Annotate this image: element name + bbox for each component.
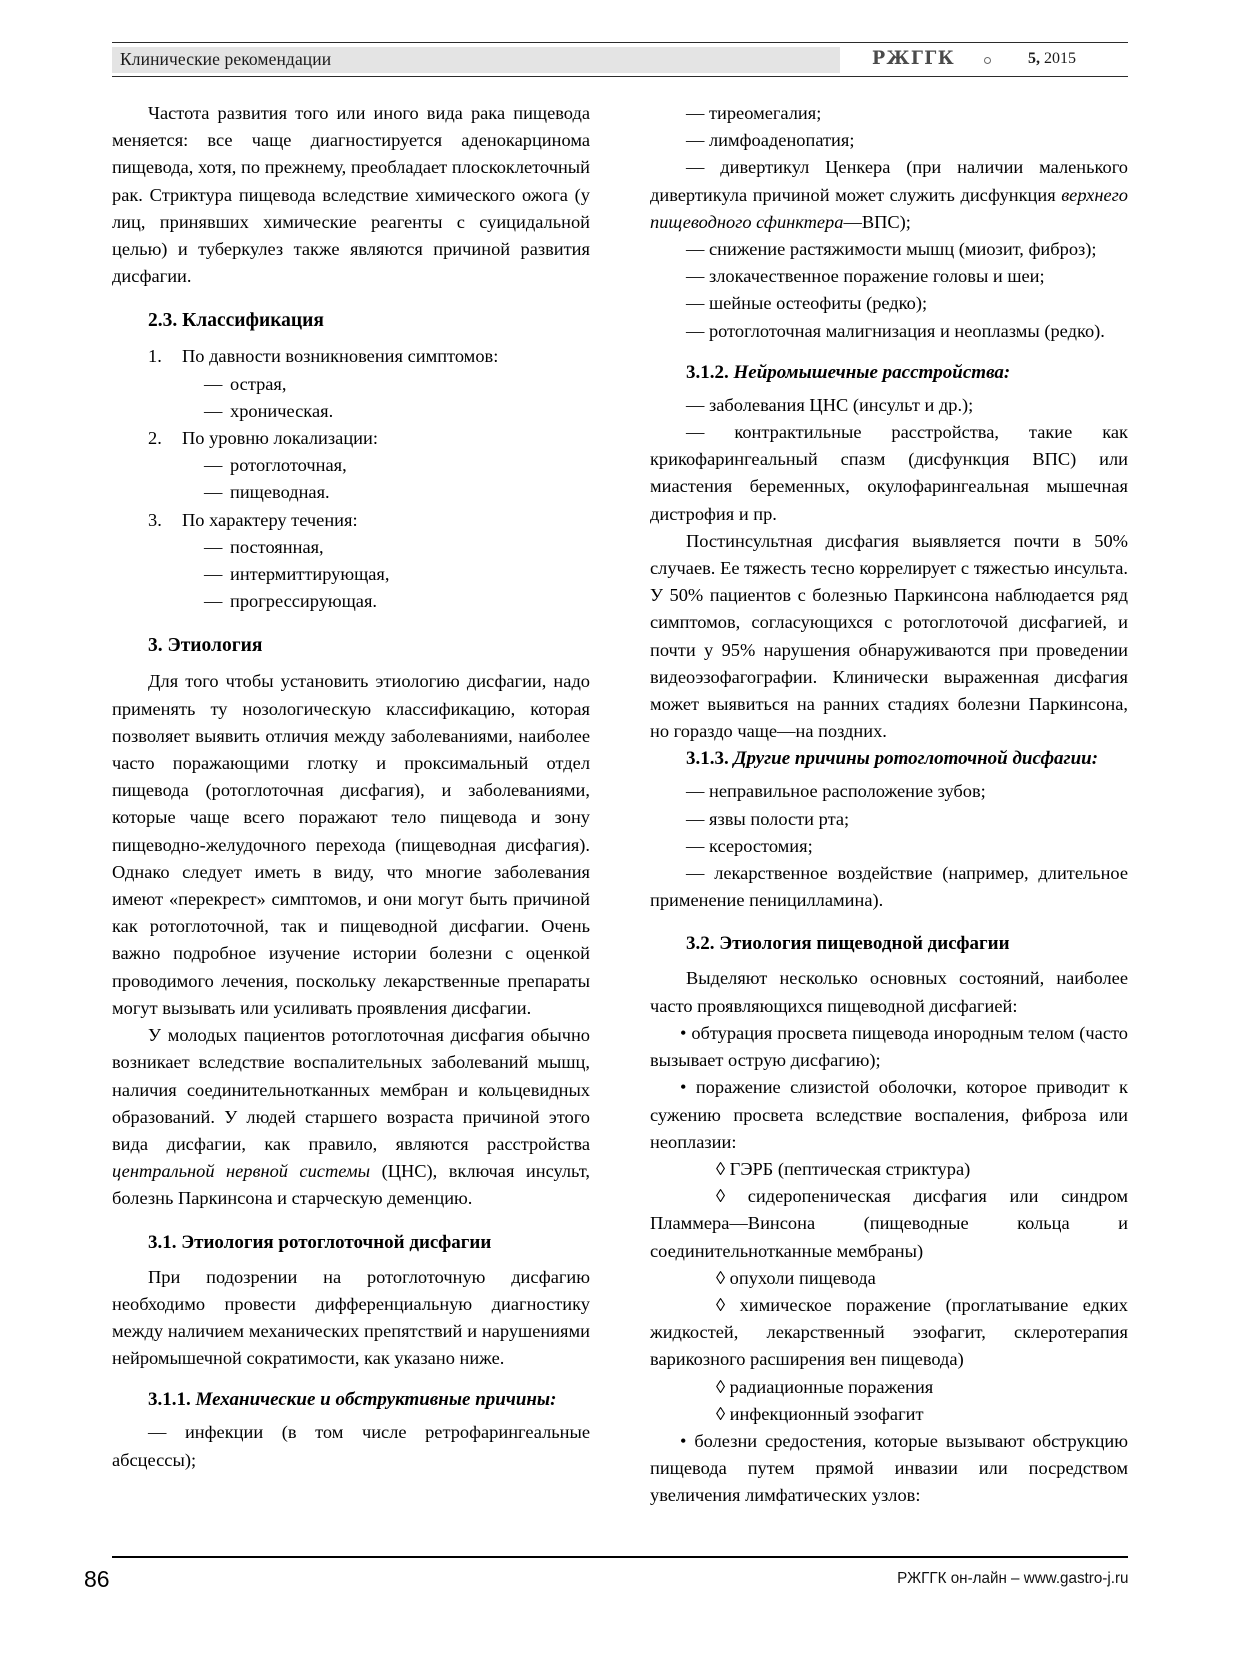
etiology-p2-emphasis: центральной нервной системы [112, 1161, 371, 1182]
sub-list [182, 534, 590, 616]
heading-3-1-2-label: Нейромышечные расстройства: [733, 361, 1011, 383]
intro-paragraph: Частота развития того или иного вида рака пищевода меняется: все чаще диагностируется аденокарцинома пищевода, хотя, по прежнему, преобладает плоскоклеточный рак. Стриктура пищевода вследствие химического ожога (у лиц, принявших химические реагенты с суицидальной целью) и туберкулез также являются причиной развития дисфагии. [112, 103, 590, 287]
page-footer [84, 1556, 1128, 1598]
page-number: 86 [84, 1565, 110, 1592]
mechanical-cause-item: — шейные остеофиты (редко); [686, 293, 928, 314]
zenker-emphasis: верхнего пищеводного сфинктера [650, 184, 1128, 232]
section-3-2-paragraph: Выделяют несколько основных состояний, наиболее часто проявляющихся пищеводной дисфагией: [650, 968, 1128, 1016]
section-3-1-paragraph: При подозрении на ротоглоточную дисфагию необходимо провести дифференциальную диагностику между наличием механических препятствий и нарушениями нейромышечной сократимости, как указано ниже. [112, 1266, 590, 1369]
heading-2-3: 2.3. Классификация [148, 310, 324, 332]
esophageal-bullet-item: • поражение слизистой оболочки, которое приводит к сужению просвета вследствие воспаления, фиброза или неоплазии: [650, 1077, 1128, 1152]
footer-website-link[interactable]: РЖГГК он-лайн – www.gastro-j.ru [896, 1569, 1128, 1587]
header-top-rule [112, 42, 1128, 43]
list-item [204, 398, 590, 425]
header-band [112, 47, 1128, 73]
heading-3-1-3-label: Другие причины ротоглоточной дисфагии: [733, 748, 1099, 770]
header-title: Клинические рекомендации [120, 49, 332, 69]
sub-list [182, 371, 590, 425]
list-item-label: постоянная, [230, 536, 324, 557]
list-item-label: По уровню локализации: [182, 428, 378, 449]
list-item-label: По давности возникновения симптомов: [182, 346, 499, 367]
mechanical-cause-item: — инфекции (в том числе ретрофарингеальные абсцессы); [112, 1422, 590, 1470]
list-item [204, 561, 590, 588]
list-item-label: интермиттирующая, [230, 564, 390, 585]
classification-list [112, 343, 590, 615]
poststroke-paragraph: Постинсультная дисфагия выявляется почти в 50% случаев. Ее тяжесть тесно коррелирует с тяжестью инсульта. У 50% пациентов с болезнью Паркинсона наблюдается ряд симптомов, согласующихся с ротоглоточой дисфагией, и почти у 95% нарушения обнаруживаются при проведении видеоэзофагографии. Клинически выраженная дисфагия может выявиться на ранних стадиях болезни Паркинсона, но гораздо чаще—на поздних. [650, 530, 1128, 742]
heading-3-1-1-label: Механические и обструктивные причины: [195, 1389, 557, 1411]
list-item [148, 507, 590, 616]
etiology-paragraph-2 [112, 1022, 590, 1212]
list-item [204, 479, 590, 506]
heading-3-1-2-number: 3.1.2. [686, 361, 734, 383]
sub-list [182, 452, 590, 506]
heading-3-1: 3.1. Этиология ротоглоточной дисфагии [148, 1231, 492, 1253]
list-item [204, 452, 590, 479]
header-bottom-rule [112, 76, 1128, 77]
issue-number: 5, [1028, 50, 1040, 67]
dash-marker: — [204, 564, 223, 585]
other-cause-item: — язвы полости рта; [686, 808, 850, 829]
dash-marker: — [204, 373, 223, 394]
list-item [204, 371, 590, 398]
other-cause-item: — ксеростомия; [686, 835, 813, 856]
dash-marker: — [204, 482, 223, 503]
esophageal-bullet-item: • болезни средостения, которые вызывают обструкцию пищевода путем прямой инвазии или посредством увеличения лимфатических узлов: [650, 1430, 1128, 1506]
page-header [112, 42, 1128, 77]
dash-marker: — [204, 536, 223, 557]
list-item [204, 588, 590, 615]
list-marker: 1. [148, 346, 162, 367]
footer-row [84, 1558, 1128, 1598]
issue-info [1028, 50, 1076, 68]
heading-3-1-3-number: 3.1.3. [686, 748, 734, 770]
mechanical-cause-item: — снижение растяжимости мышц (миозит, фиброз); [686, 239, 1097, 260]
heading-3-2: 3.2. Этиология пищеводной дисфагии [686, 933, 1010, 955]
list-item [204, 534, 590, 561]
list-item-label: ротоглоточная, [230, 455, 347, 476]
issue-year: 2015 [1044, 50, 1076, 67]
left-column [112, 100, 590, 1510]
other-cause-item: — лекарственное воздействие (например, длительное применение пеницилламина). [650, 863, 1128, 911]
journal-logo: РЖГГК [872, 47, 956, 69]
diamond-sub-item: ◊ радиационные поражения [716, 1376, 934, 1397]
dash-marker: — [204, 591, 223, 612]
zenker-diverticulum-item [650, 154, 1128, 236]
etiology-p2-text-before: У молодых пациентов ротоглоточная дисфагия обычно возникает вследствие воспалительных заболеваний мышц, наличия соединительнотканных мембран и кольцевидных образований. У людей старшего возраста причиной этого вида дисфагии, как правило, являются расстройства [112, 1025, 590, 1154]
list-item-label: прогрессирующая. [230, 591, 378, 612]
list-item [148, 343, 590, 425]
neuromuscular-item: — контрактильные расстройства, такие как крикофарингеальный спазм (дисфункция ВПС) или миастения беременных, окулофарингеальная мышечная дистрофия и пр. [650, 422, 1128, 524]
body-columns [112, 100, 1128, 1510]
etiology-p2-text-after: (ЦНС), включая инсульт, болезнь Паркинсона и старческую деменцию. [112, 1161, 590, 1209]
list-marker: 2. [148, 428, 162, 449]
diamond-sub-item: ◊ опухоли пищевода [716, 1267, 876, 1288]
mechanical-cause-item: — лимфоаденопатия; [686, 130, 855, 151]
circle-dot-icon [984, 57, 991, 64]
heading-3-1-3 [650, 745, 1128, 772]
mechanical-cause-item: — злокачественное поражение головы и шеи; [686, 266, 1045, 287]
heading-3-1-1-number: 3.1.1. [148, 1389, 196, 1411]
diamond-sub-item: ◊ химическое поражение (проглатывание едких жидкостей, лекарственный эзофагит, склеротерапия варикозного расширения вен пищевода) [650, 1294, 1128, 1370]
zenker-text-after: —ВПС); [843, 211, 911, 232]
esophageal-bullet-item: • обтурация просвета пищевода инородным телом (часто вызывает острую дисфагию); [650, 1022, 1128, 1071]
list-item [148, 425, 590, 507]
list-item-label: хроническая. [230, 400, 334, 421]
zenker-text-before: — дивертикул Ценкера (при наличии маленького дивертикула причиной может служить дисфункция [650, 157, 1128, 205]
heading-3-1-2 [650, 359, 1128, 386]
diamond-sub-item: ◊ инфекционный эзофагит [716, 1403, 924, 1424]
list-item-label: острая, [230, 373, 287, 394]
heading-3-1-1 [112, 1386, 590, 1413]
neuromuscular-item: — заболевания ЦНС (инсульт и др.); [686, 394, 974, 415]
list-item-label: По характеру течения: [182, 509, 358, 530]
mechanical-cause-item: — тиреомегалия; [686, 103, 822, 123]
other-cause-item: — неправильное расположение зубов; [686, 781, 986, 802]
dash-marker: — [204, 455, 223, 476]
right-column [650, 100, 1128, 1510]
diamond-sub-item: ◊ ГЭРБ (пептическая стриктура) [716, 1158, 971, 1179]
dash-marker: — [204, 400, 223, 421]
mechanical-cause-item: — ротоглоточная малигнизация и неоплазмы (редко). [686, 320, 1105, 341]
heading-3: 3. Этиология [148, 635, 263, 657]
etiology-paragraph-1: Для того чтобы установить этиологию дисфагии, надо применять ту нозологическую классификацию, которая позволяет выявить отличия между заболеваниями, наиболее часто поражающими глотку и проксимальный отдел пищевода (ротоглоточная дисфагия), и заболеваниями, которые чаще всего поражают тело пищевода и зону пищеводно-желудочного перехода (пищеводная дисфагия). Однако следует иметь в виду, что многие заболевания имеют «перекрест» симптомов, и они могут быть причиной как ротоглоточной, так и пищеводной дисфагии. Очень важно подробное изучение истории болезни с оценкой проводимого лечения, поскольку лекарственные препараты могут вызывать или усиливать проявления дисфагии. [112, 671, 590, 1018]
list-marker: 3. [148, 509, 162, 530]
diamond-sub-item: ◊ сидеропеническая дисфагия или синдром Пламмера—Винсона (пищеводные кольца и соединительнотканные мембраны) [650, 1186, 1128, 1261]
list-item-label: пищеводная. [230, 482, 330, 503]
